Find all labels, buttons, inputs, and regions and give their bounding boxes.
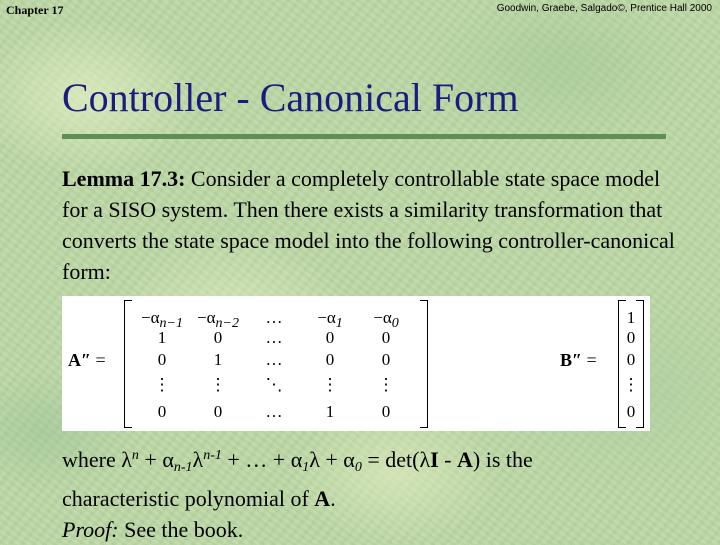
title-underline	[62, 134, 666, 139]
matrix-a-cell: 0	[381, 350, 391, 369]
matrix-a-cell: $-\alpha_1$	[317, 308, 343, 331]
matrix-a-cell: ⋮	[153, 375, 171, 394]
matrix-b	[618, 300, 644, 426]
matrix-a-cell: …	[265, 350, 283, 369]
polynomial-line-2: characteristic polynomial of A.	[62, 486, 336, 511]
matrix-a-cell: ⋮	[377, 375, 395, 394]
proof-label: Proof:	[62, 517, 119, 542]
matrix-a-cell: 0	[381, 328, 391, 347]
lemma-text: Consider a completely controllable state space model for a SISO system. Then there exists a similarity transformation that converts the state space model into the following controller-canonical form:	[62, 166, 675, 284]
matrix-a-cell: …	[265, 402, 283, 421]
matrix-a-cell: …	[265, 328, 283, 347]
matrix-b-cell: 0	[626, 328, 636, 347]
slide-title: Controller - Canonical Form	[62, 75, 519, 120]
matrix-a-cell: 0	[381, 402, 391, 421]
matrix-a-cell: 1	[325, 402, 335, 421]
matrix-a-cell: ⋮	[321, 375, 339, 394]
matrix-a-cell: 1	[213, 350, 223, 369]
characteristic-polynomial: $\lambda^n + \alpha_{n-1}\lambda^{n-1}$ + … + $\alpha_1\lambda + \alpha_0$	[121, 447, 362, 475]
matrix-a-cell: $-\alpha_{n-1}$	[141, 308, 183, 331]
chapter-label: Chapter 17	[6, 3, 64, 17]
matrix-a-cell: …	[265, 308, 283, 327]
matrix-b-cell: ⋮	[622, 375, 640, 394]
matrix-a-cell: 0	[325, 350, 335, 369]
matrix-b-cell: 0	[626, 402, 636, 421]
matrix-a-cell: ⋮	[209, 375, 227, 394]
matrix-b-cell: 1	[626, 308, 636, 327]
matrix-b-label: B″ =	[560, 350, 597, 370]
matrix-panel	[62, 296, 650, 431]
matrix-a-cell: 0	[157, 402, 167, 421]
proof-line	[62, 514, 682, 545]
matrix-a-label: A″ =	[68, 350, 106, 370]
proof-text: See the book.	[118, 517, 244, 542]
explanation-block	[62, 440, 682, 545]
lemma-paragraph	[62, 163, 682, 287]
matrix-a-cell: 0	[157, 350, 167, 369]
matrix-a-cell: 0	[213, 328, 223, 347]
matrix-a-right-bracket	[420, 300, 428, 428]
matrix-a-cell: $-\alpha_{n-2}$	[197, 308, 239, 331]
matrix-a-cell: ⋱	[265, 375, 283, 394]
matrix-a-cell: 1	[157, 328, 167, 347]
matrix-a-cell: $-\alpha_0$	[373, 308, 399, 331]
credit-line: Goodwin, Graebe, Salgado©, Prentice Hall 2000	[496, 3, 712, 14]
matrix-a	[124, 300, 428, 426]
matrix-a-cell: 0	[213, 402, 223, 421]
lemma-label: Lemma 17.3:	[62, 166, 186, 191]
matrix-a-cell: 0	[325, 328, 335, 347]
matrix-b-cell: 0	[626, 350, 636, 369]
polynomial-line: where $\lambda^n + \alpha_{n-1}\lambda^{n-1}$ + … + $\alpha_1\lambda + \alpha_0 = \det(\lambda I - A)$ is the	[62, 447, 533, 475]
matrix-a-left-bracket	[124, 300, 132, 428]
